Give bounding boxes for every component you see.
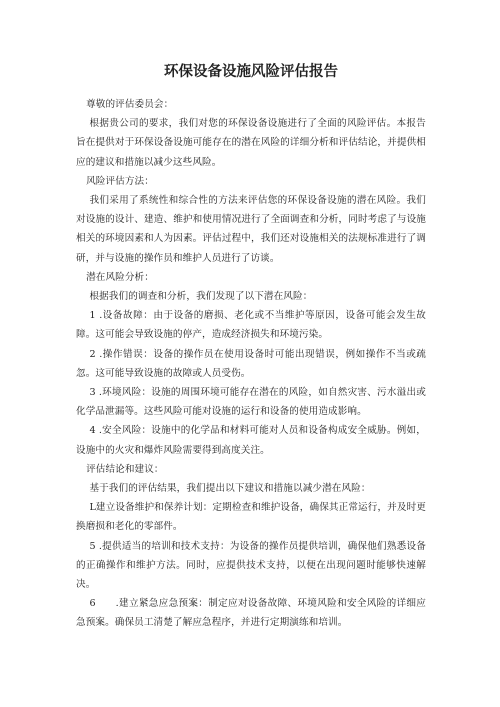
conclusion-intro: 基于我们的评估结果，我们提出以下建议和措施以减少潜在风险： bbox=[89, 483, 371, 495]
method-paragraph: 我们采用了系统性和综合性的方法来评估您的环保设备设施的潜在风险。我们对设施的设计、建造、维护和使用情况进行了全面调查和分析，同时考虑了与设施相关的环境因素和人为因素。评估过程中，我们还对设施相关的法规标准进行了调研，并与设施的操作员和维护人员进行了访谈。 bbox=[76, 195, 426, 264]
document-page bbox=[76, 62, 426, 633]
recommendation-6: 6 .建立紧急应急预案：制定应对设备故障、环境风险和安全风险的详细应急预案。确保员工清楚了解应急程序，并进行定期演练和培训。 bbox=[76, 598, 426, 629]
risk-item-1: 1 .设备故障：由于设备的磨损、老化或不当维护等原因，设备可能会发生故障。这可能会导致设施的停产，造成经济损失和环境污染。 bbox=[76, 310, 426, 341]
risk-analysis-intro: 根据我们的调查和分析，我们发现了以下潜在风险： bbox=[89, 291, 313, 303]
recommendation-5: 5 .提供适当的培训和技术支持：为设备的操作员提供培训，确保他们熟悉设备的正确操作和维护方法。同时，应提供技术支持，以便在出现问题时能够快速解决。 bbox=[76, 540, 426, 591]
document-title: 环保设备设施风险评估报告 bbox=[164, 64, 338, 80]
risk-analysis-heading: 潜在风险分析： bbox=[86, 271, 154, 283]
method-heading: 风险评估方法： bbox=[86, 175, 154, 187]
recommendation-1: L建立设备维护和保养计划：定期检查和维护设备，确保其正常运行，并及时更换磨损和老化的零部件。 bbox=[76, 502, 426, 533]
risk-item-4: 4 .安全风险：设施中的化学品和材料可能对人员和设备构成安全威胁。例如，设施中的火灾和爆炸风险需要得到高度关注。 bbox=[76, 425, 426, 456]
risk-item-2: 2 .操作错误：设备的操作员在使用设备时可能出现错误，例如操作不当或疏忽。这可能导致设施的故障或人员受伤。 bbox=[76, 348, 426, 379]
intro-paragraph: 根据贵公司的要求，我们对您的环保设备设施进行了全面的风险评估。本报告旨在提供对于环保设备设施可能存在的潜在风险的详细分析和评估结论，并提供相应的建议和措施以减少这些风险。 bbox=[76, 118, 426, 168]
conclusion-heading: 评估结论和建议： bbox=[86, 463, 164, 475]
salutation: 尊敬的评估委员会： bbox=[86, 99, 174, 110]
risk-item-3: 3 .环境风险：设施的周围环境可能存在潜在的风险，如自然灾害、污水溢出或化学品泄漏等。这些风险可能对设施的运行和设备的使用造成影响。 bbox=[76, 387, 426, 418]
